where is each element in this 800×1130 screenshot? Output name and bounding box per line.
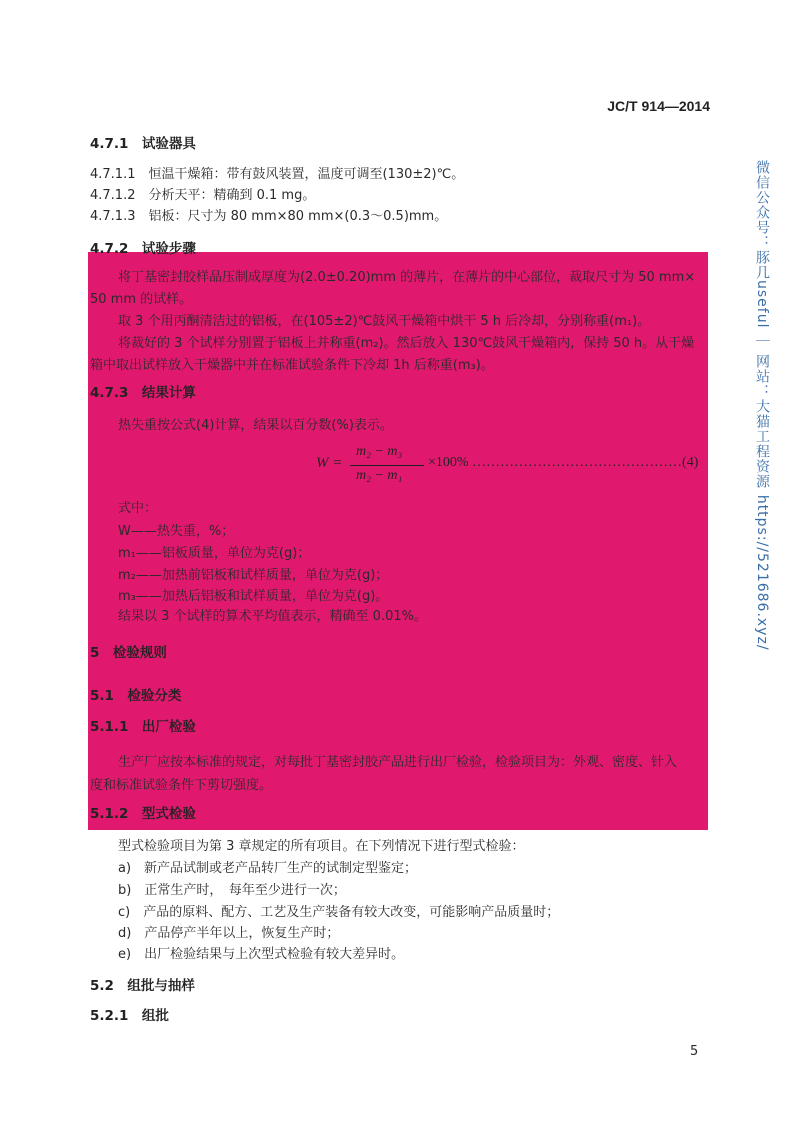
paragraph-5-1-2: 型式检验项目为第 3 章规定的所有项目。在下列情况下进行型式检验： xyxy=(118,839,525,854)
formula-rhs: ×100% ………………………………………(4) xyxy=(428,455,699,470)
where-w: W——热失重，%； xyxy=(118,524,235,539)
item-4-7-1-2: 4.7.1.2 分析天平：精确到 0.1 mg。 xyxy=(90,188,316,203)
paragraph-4-7-2-3b: 箱中取出试样放入干燥器中并在标准试验条件下冷却 1h 后称重(m₃)。 xyxy=(90,358,494,373)
heading-5-1: 5.1 检验分类 xyxy=(90,688,182,704)
paragraph-4-7-2-1b: 50 mm 的试样。 xyxy=(90,292,193,307)
formula-fraction-bar xyxy=(350,465,424,466)
item-4-7-1-3: 4.7.1.3 铝板：尺寸为 80 mm×80 mm×(0.3～0.5)mm。 xyxy=(90,209,448,224)
heading-4-7-2: 4.7.2 试验步骤 xyxy=(90,241,196,257)
formula-denominator: m₂ − m₁ xyxy=(356,468,403,483)
formula-numerator: m₂ − m₃ xyxy=(356,444,403,459)
list-item-d: d) 产品停产半年以上，恢复生产时； xyxy=(118,926,340,941)
where-m3: m₃——加热后铝板和试样质量，单位为克(g)。 xyxy=(118,589,389,604)
heading-5-2: 5.2 组批与抽样 xyxy=(90,978,195,994)
list-item-c: c) 产品的原料、配方、工艺及生产装备有较大改变，可能影响产品质量时； xyxy=(118,905,560,920)
formula-lhs: W = xyxy=(316,455,343,471)
where-label: 式中： xyxy=(118,501,158,516)
heading-5: 5 检验规则 xyxy=(90,645,167,661)
page-number: 5 xyxy=(690,1044,699,1059)
paragraph-4-7-2-1a: 将丁基密封胶样品压制成厚度为(2.0±0.20)mm 的薄片，在薄片的中心部位，裁取尺寸为 50 mm× xyxy=(118,270,696,285)
list-item-a: a) 新产品试制或老产品转厂生产的试制定型鉴定； xyxy=(118,861,418,876)
list-item-b: b) 正常生产时， 每年至少进行一次； xyxy=(118,883,346,898)
where-m1: m₁——铝板质量，单位为克(g)； xyxy=(118,546,311,561)
heading-5-1-2: 5.1.2 型式检验 xyxy=(90,806,196,822)
heading-4-7-1: 4.7.1 试验器具 xyxy=(90,136,196,152)
heading-5-2-1: 5.2.1 组批 xyxy=(90,1008,169,1024)
standard-code: JC/T 914—2014 xyxy=(607,98,710,114)
paragraph-4-7-3-1: 热失重按公式(4)计算，结果以百分数(%)表示。 xyxy=(118,418,393,433)
heading-5-1-1: 5.1.1 出厂检验 xyxy=(90,719,196,735)
paragraph-5-1-1b: 度和标准试验条件下剪切强度。 xyxy=(90,778,273,793)
paragraph-4-7-2-2: 取 3 个用丙酮清洁过的铝板，在(105±2)℃鼓风干燥箱中烘干 5 h 后冷却，分别称重(m₁)。 xyxy=(118,314,651,329)
heading-4-7-3: 4.7.3 结果计算 xyxy=(90,385,196,401)
paragraph-5-1-1a: 生产厂应按本标准的规定，对每批丁基密封胶产品进行出厂检验，检验项目为：外观、密度、针入 xyxy=(118,755,678,770)
watermark-text: 微信公众号：豚几useful ｜ 网站：大猫工程资源 https://521686.xyz/ xyxy=(754,160,770,651)
where-m2: m₂——加热前铝板和试样质量，单位为克(g)； xyxy=(118,568,389,583)
result-precision: 结果以 3 个试样的算术平均值表示，精确至 0.01%。 xyxy=(118,609,427,624)
list-item-e: e) 出厂检验结果与上次型式检验有较大差异时。 xyxy=(118,947,405,962)
paragraph-4-7-2-3a: 将裁好的 3 个试样分别置于铝板上并称重(m₂)。然后放入 130℃鼓风干燥箱内，保持 50 h。从干燥 xyxy=(118,336,695,351)
item-4-7-1-1: 4.7.1.1 恒温干燥箱：带有鼓风装置，温度可调至(130±2)℃。 xyxy=(90,167,465,182)
